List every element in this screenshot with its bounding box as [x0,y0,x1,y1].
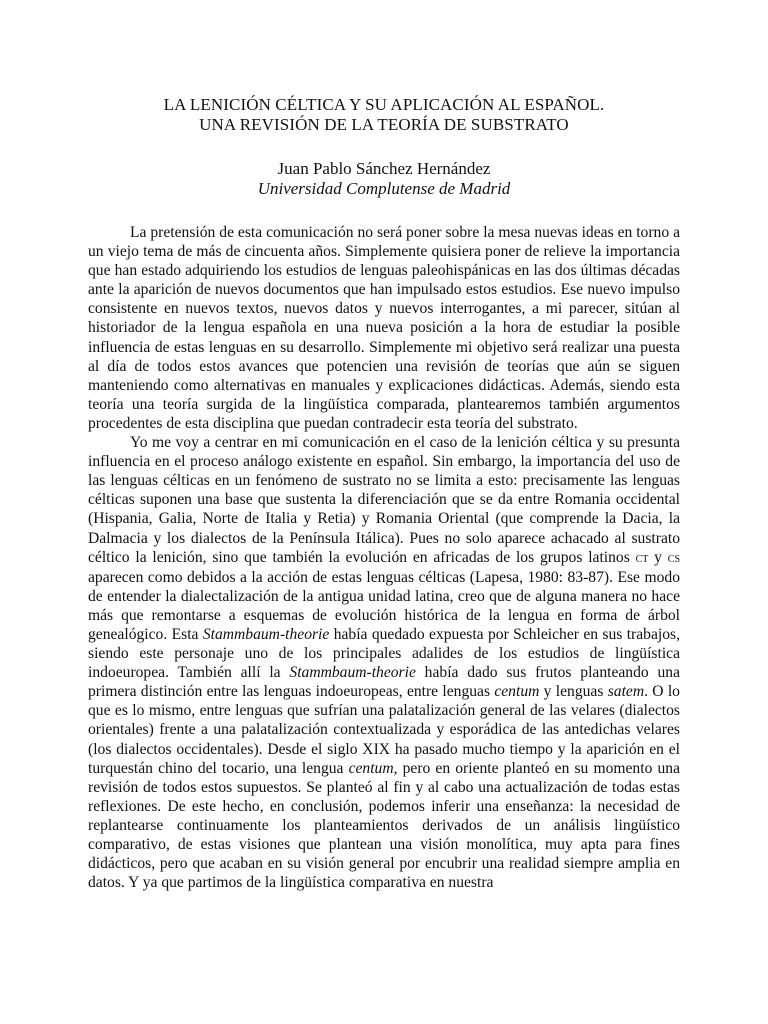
text-run: , pero en oriente planteó en su momento una revisión de todos estos supuestos. Se planteó al fin y al cabo una actualización de todas estas reflexiones. De este hecho, en conclusión, podemos inferir una enseñanza: la necesidad de replantearse continuamente los planteamientos derivados de un análisis lingüístico comparativo, de estas visiones que plantean una visión monolítica, muy apta para fines didácticos, pero que acaban en su visión general por encubrir una realidad siempre amplia en datos. Y ya que partimos de la lingüística comparativa en nuestra [88,759,680,892]
author-block [88,159,680,199]
term-stammbaum-theorie: Stammbaum-theorie [202,625,330,643]
paragraph-1: La pretensión de esta comunicación no será poner sobre la mesa nuevas ideas en torno a un viejo tema de más de cincuenta años. Simplemente quisiera poner de relieve la importancia que han estado adquiriendo los estudios de lenguas paleohispánicas en las dos últimas décadas ante la aparición de nuevos documentos que han impulsado estos estudios. Ese nuevo impulso consistente en nuevos textos, nuevos datos y nuevos interrogantes, a mi parecer, sitúan al historiador de la lengua española en una nueva posición a la hora de estudiar la posible influencia de estas lenguas en su desarrollo. Simplemente mi objetivo será realizar una puesta al día de todos estos avances que potencien una revisión de teorías que aún se siguen manteniendo como alternativas en manuales y explicaciones didácticas. Además, siendo esta teoría una teoría surgida de la lingüística comparada, plantearemos también argumentos procedentes de esta disciplina que puedan contradecir esta teoría del substrato. [88,224,680,432]
term-stammbaum-theorie: Stammbaum-theorie [289,664,416,682]
latin-group-cs: cs [667,549,681,566]
text-run: aparecen como debidos a la acción de estas lenguas célticas (Lapesa, 1980: 83-87). Ese modo de entender la dialectalización de la antigua unidad latina, creo que de alguna manera no hace más que remontarse a esquemas de evolución histórica de la lengua en forma de árbol genealógico. Esta [88,568,680,643]
paper-title [88,95,680,135]
term-centum: centum [348,759,394,777]
text-run: había quedado expuesta por Schleicher en sus trabajos, siendo este personaje uno de los principales adalides de los estudios de lingüística indoeuropea. También allí la [88,625,680,682]
paragraph-2 [88,433,680,892]
title-line-1: LA LENICIÓN CÉLTICA Y SU APLICACIÓN AL ESPAÑOL. [163,95,605,114]
term-satem: satem [607,683,645,701]
author-name: Juan Pablo Sánchez Hernández [277,159,491,178]
title-line-2: UNA REVISIÓN DE LA TEORÍA DE SUBSTRATO [199,115,569,134]
body-text [88,223,680,892]
text-run: había dado sus frutos planteando una primera distinción entre las lenguas indoeuropeas, entre lenguas [88,664,680,701]
latin-group-ct: ct [635,549,649,566]
text-run: y lenguas [539,683,608,701]
text-run: Yo me voy a centrar en mi comunicación en el caso de la lenición céltica y su presunta influencia en el proceso análogo existente en español. Sin embargo, la importancia del uso de las lenguas célticas en un fenómeno de sustrato no se limita a esto: precisamente las lenguas célticas suponen una base que sustenta la diferenciación que se da entre Romania occidental (Hispania, Galia, Norte de Italia y Retia) y Romania Oriental (que comprende la Dacia, la Dalmacia y los dialectos de la Península Itálica). Pues no solo aparece achacado al sustrato céltico la lenición, sino que también la evolución en africadas de los grupos latinos [88,434,680,566]
text-run: . O lo que es lo mismo, entre lenguas que sufrían una palatalización general de las velares (dialectos orientales) frente a una palatalización contextualizada y esporádica de las antedichas velares (los dialectos occidentales). Desde el siglo XIX ha pasado mucho tiempo y la aparición en el turquestán chino del tocario, una lengua [88,683,680,777]
term-centum: centum [494,683,540,701]
author-affiliation: Universidad Complutense de Madrid [257,179,511,198]
text-run: y [648,548,668,566]
